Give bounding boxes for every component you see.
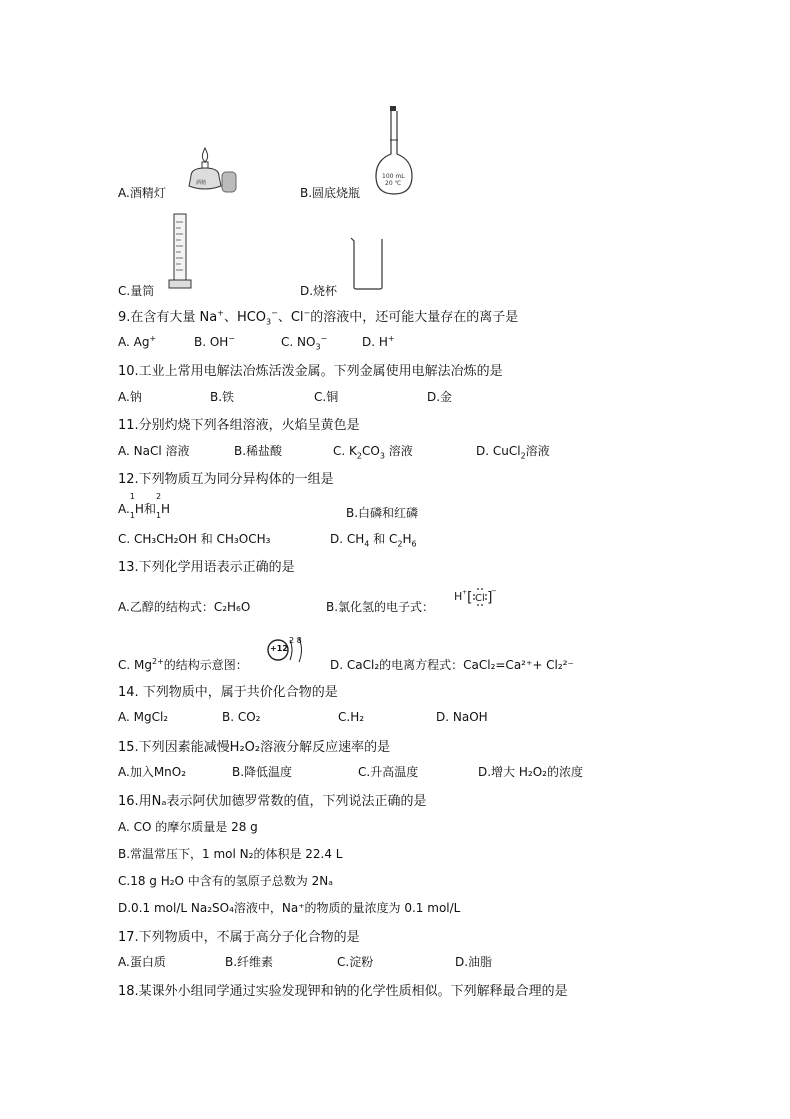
question-18-stem: 18.某课外小组同学通过实验发现钾和钠的化学性质相似。下列解释最合理的是 [118,984,568,999]
mg-nucleus-label: +12 [270,644,288,653]
question-17-stem: 17.下列物质中，不属于高分子化合物的是 [118,930,360,945]
option-a-alcohol-lamp: A.酒精灯 [118,186,166,200]
q11-option-b: B.稀盐酸 [234,444,283,458]
flask-volume-label: 100 mL [382,173,405,180]
q11-option-a: A. NaCl 溶液 [118,444,190,458]
q15-option-a: A.加入MnO₂ [118,765,187,779]
q15-option-c: C.升高温度 [358,765,419,779]
q16-option-a: A. CO 的摩尔质量是 28 g [118,820,258,834]
q9-option-a: A. Ag+ [118,334,157,349]
flask-temp-label: 20 ℃ [385,180,402,187]
option-c-cylinder: C.量筒 [118,284,155,298]
hcl-electron-formula-image [454,586,497,608]
beaker-image [348,235,386,291]
q17-option-d: D.油脂 [455,955,493,969]
q14-option-d: D. NaOH [436,710,488,724]
q13-option-d: D. CaCl₂的电离方程式：CaCl₂=Ca²⁺+ Cl₂²⁻ [330,658,574,672]
svg-text:−: − [491,587,497,595]
question-9-stem: 9.在含有大量 Na+、$HCO_3^-$、Cl−的溶液中，还可能大量存在的离子是 [118,308,519,327]
alcohol-lamp-image [185,142,240,197]
q10-option-a: A.钠 [118,390,142,404]
option-d-beaker: D.烧杯 [300,284,338,298]
q9-option-b: B. OH− [194,334,236,349]
question-11-stem: 11.分别灼烧下列各组溶液，火焰呈黄色是 [118,418,360,433]
volumetric-flask-image [372,104,416,196]
q16-option-d: D.0.1 mol/L Na₂SO₄溶液中，Na⁺的物质的量浓度为 0.1 mol/L [118,901,461,915]
q17-option-b: B.纤维素 [225,955,274,969]
q13-option-b: B.氯化氢的电子式： [326,600,435,614]
q11-option-c: C. $K_2CO_3$ 溶液 [333,444,413,461]
question-14-stem: 14. 下列物质中，属于共价化合物的是 [118,685,338,700]
option-b-round-flask: B.圆底烧瓶 [300,186,361,200]
question-10-stem: 10.工业上常用电解法冶炼活泼金属。下列金属使用电解法冶炼的是 [118,364,503,379]
q12-option-b: B.白磷和红磷 [346,506,419,520]
q13-option-c: C. $Mg^{2+}$的结构示意图： [118,657,248,672]
q12-option-c: C. CH₃CH₂OH 和 CH₃OCH₃ [118,532,271,546]
q17-option-a: A.蛋白质 [118,955,166,969]
q17-option-c: C.淀粉 [337,955,374,969]
q9-option-c: C. $NO_3^-$ [281,334,328,352]
svg-text:[: [ [467,590,473,606]
graduated-cylinder-image [167,212,193,290]
svg-text:]: ] [487,590,493,606]
q14-option-a: A. MgCl₂ [118,710,169,724]
q15-option-b: B.降低温度 [232,765,293,779]
q16-option-b: B.常温常压下，1 mol N₂的体积是 22.4 L [118,847,343,861]
q14-option-c: C.H₂ [338,710,365,724]
q9-option-d: D. H+ [362,334,395,349]
svg-text:Cl: Cl [475,593,485,604]
q14-option-b: B. CO₂ [222,710,261,724]
svg-text:酒精: 酒精 [196,180,207,186]
q10-option-c: C.铜 [314,390,339,404]
q13-option-a: A.乙醇的结构式：C₂H₆O [118,600,251,614]
q15-option-d: D.增大 H₂O₂的浓度 [478,765,583,779]
question-12-stem: 12.下列物质互为同分异构体的一组是 [118,472,334,487]
q10-option-d: D.金 [427,390,453,404]
svg-text:+: + [462,589,468,596]
svg-text:H: H [454,590,463,603]
q12-option-d: D. $CH_4$ 和 $C_2H_6$ [330,532,417,549]
q12-option-a: A. 1 $_1$H和 2 $_1$H [118,492,171,521]
q11-option-d: D. CuCl$_2$溶液 [476,444,550,461]
question-15-stem: 15.下列因素能减慢H₂O₂溶液分解反应速率的是 [118,740,391,755]
q16-option-c: C.18 g H₂O 中含有的氢原子总数为 2Nₐ [118,874,333,888]
question-13-stem: 13.下列化学用语表示正确的是 [118,560,295,575]
mg-shell-label: 2 8 [289,636,302,645]
question-16-stem: 16.用Nₐ表示阿伏加德罗常数的值，下列说法正确的是 [118,794,427,809]
q10-option-b: B.铁 [210,390,235,404]
